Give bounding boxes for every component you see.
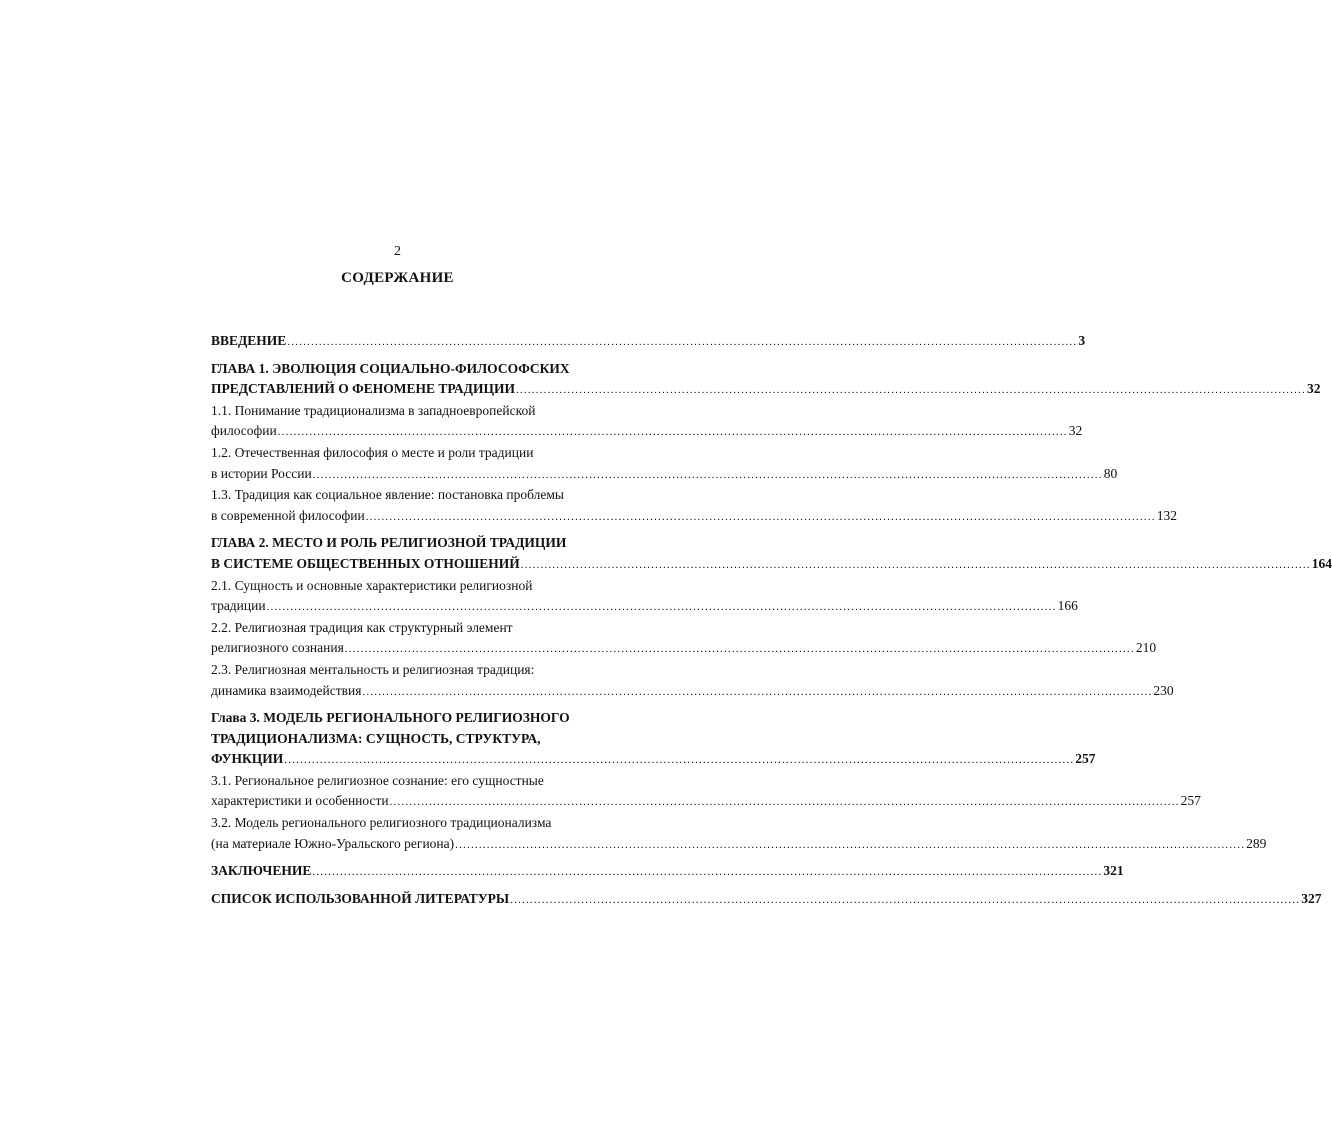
dot-leader: ........................................................................................................................................................................................................ <box>284 754 1075 767</box>
page-number: 2 <box>394 244 401 259</box>
toc-entry-title: ВВЕДЕНИЕ <box>211 333 287 348</box>
toc-page-number: 257 <box>1075 751 1096 767</box>
toc-entry <box>211 889 1322 911</box>
dot-leader: ........................................................................................................................................................................................................ <box>510 893 1301 906</box>
toc-entry-line: ГЛАВА 2. МЕСТО И РОЛЬ РЕЛИГИОЗНОЙ ТРАДИЦИИ <box>211 535 567 551</box>
toc-page-number: 164 <box>1311 555 1332 571</box>
toc-entry-last-line <box>211 834 1267 856</box>
toc-entry <box>211 443 1118 485</box>
toc-entry-line: 2.2. Религиозная традиция как структурный элемент <box>211 619 513 635</box>
toc-entry-title: ФУНКЦИИ <box>211 751 284 767</box>
toc-page-number: 80 <box>1103 465 1118 481</box>
toc-entry-last-line <box>211 464 1118 486</box>
toc-entry-last-line <box>211 791 1201 813</box>
dot-leader: ........................................................................................................................................................................................................ <box>365 510 1156 523</box>
toc-entry-line: 3.2. Модель регионального религиозного традиционализма <box>211 815 552 831</box>
toc-entry <box>211 813 1267 855</box>
toc-page-number: 257 <box>1180 793 1201 809</box>
toc-title: СОДЕРЖАНИЕ <box>341 270 454 286</box>
toc-entry-title: в истории России <box>211 465 312 481</box>
dot-leader: ........................................................................................................................................................................................................ <box>277 426 1068 439</box>
toc-entry <box>211 576 1078 618</box>
toc-entry-line: 1.3. Традиция как социальное явление: постановка проблемы <box>211 487 564 503</box>
dot-leader: ........................................................................................................................................................................................................ <box>266 601 1057 614</box>
toc-page-number: 132 <box>1156 507 1177 523</box>
toc-page-number: 3 <box>1078 333 1086 348</box>
toc-entry <box>211 359 1321 401</box>
toc-entry-title: в современной философии <box>211 507 365 523</box>
toc-entry <box>211 618 1157 660</box>
toc-entry-title: В СИСТЕМЕ ОБЩЕСТВЕННЫХ ОТНОШЕНИЙ <box>211 555 520 571</box>
toc-entry-title: традиции <box>211 598 266 614</box>
toc-entry-line: 3.1. Региональное религиозное сознание: его сущностные <box>211 772 544 788</box>
toc-entry <box>211 401 1083 443</box>
toc-entry-line: ТРАДИЦИОНАЛИЗМА: СУЩНОСТЬ, СТРУКТУРА, <box>211 730 541 746</box>
toc-entry-title: философии <box>211 423 277 439</box>
toc-entry-title: динамика взаимодействия <box>211 682 362 698</box>
toc-entry-last-line <box>211 331 1086 353</box>
dot-leader: ........................................................................................................................................................................................................ <box>312 866 1103 879</box>
toc-entry-last-line <box>211 596 1078 618</box>
toc-entry-last-line <box>211 861 1124 883</box>
toc-entry-last-line <box>211 379 1321 401</box>
toc-entry-last-line <box>211 421 1083 443</box>
toc-page-number: 327 <box>1301 890 1322 906</box>
dot-leader: ........................................................................................................................................................................................................ <box>312 468 1103 481</box>
toc-entry-line: 2.3. Религиозная ментальность и религиозная традиция: <box>211 661 535 677</box>
dot-leader: ........................................................................................................................................................................................................ <box>344 643 1135 656</box>
table-of-contents <box>211 331 1332 910</box>
toc-entry-title: СПИСОК ИСПОЛЬЗОВАННОЙ ЛИТЕРАТУРЫ <box>211 890 510 906</box>
toc-entry <box>211 660 1174 702</box>
toc-entry-last-line <box>211 681 1174 703</box>
toc-entry <box>211 708 1096 771</box>
toc-entry-title: характеристики и особенности <box>211 793 389 809</box>
toc-entry-line: ГЛАВА 1. ЭВОЛЮЦИЯ СОЦИАЛЬНО-ФИЛОСОФСКИХ <box>211 360 570 376</box>
toc-page-number: 230 <box>1153 682 1174 698</box>
dot-leader: ........................................................................................................................................................................................................ <box>389 796 1180 809</box>
toc-entry <box>211 861 1124 883</box>
toc-entry-line: Глава 3. МОДЕЛЬ РЕГИОНАЛЬНОГО РЕЛИГИОЗНОГО <box>211 710 570 726</box>
toc-entry <box>211 485 1177 527</box>
toc-page-number: 32 <box>1068 423 1083 439</box>
dot-leader: ........................................................................................................................................................................................................ <box>455 838 1246 851</box>
toc-entry <box>211 331 1086 353</box>
dot-leader: ........................................................................................................................................................................................................ <box>520 558 1311 571</box>
toc-entry-title: религиозного сознания <box>211 640 344 656</box>
toc-entry-line: 2.1. Сущность и основные характеристики религиозной <box>211 577 533 593</box>
toc-entry-line: 1.2. Отечественная философия о месте и роли традиции <box>211 444 534 460</box>
toc-entry-last-line <box>211 889 1322 911</box>
toc-entry-last-line <box>211 506 1177 528</box>
dot-leader: ........................................................................................................................................................................................................ <box>362 685 1153 698</box>
toc-page-number: 210 <box>1135 640 1157 656</box>
toc-entry-last-line <box>211 554 1332 576</box>
toc-entry <box>211 771 1201 813</box>
toc-page-number: 321 <box>1103 863 1124 879</box>
toc-page-number: 166 <box>1057 598 1078 614</box>
toc-entry-last-line <box>211 638 1157 660</box>
toc-entry-line: 1.1. Понимание традиционализма в западноевропейской <box>211 402 536 418</box>
toc-entry-title: (на материале Южно-Уральского региона) <box>211 835 455 851</box>
dot-leader: ........................................................................................................................................................................................................ <box>287 336 1078 348</box>
toc-entry-title: ПРЕДСТАВЛЕНИЙ О ФЕНОМЕНЕ ТРАДИЦИИ <box>211 381 515 397</box>
toc-page-number: 289 <box>1246 835 1267 851</box>
dot-leader: ........................................................................................................................................................................................................ <box>515 384 1306 397</box>
toc-page-number: 32 <box>1306 381 1321 397</box>
toc-entry <box>211 533 1332 575</box>
toc-entry-last-line <box>211 749 1096 771</box>
toc-entry-title: ЗАКЛЮЧЕНИЕ <box>211 863 312 879</box>
